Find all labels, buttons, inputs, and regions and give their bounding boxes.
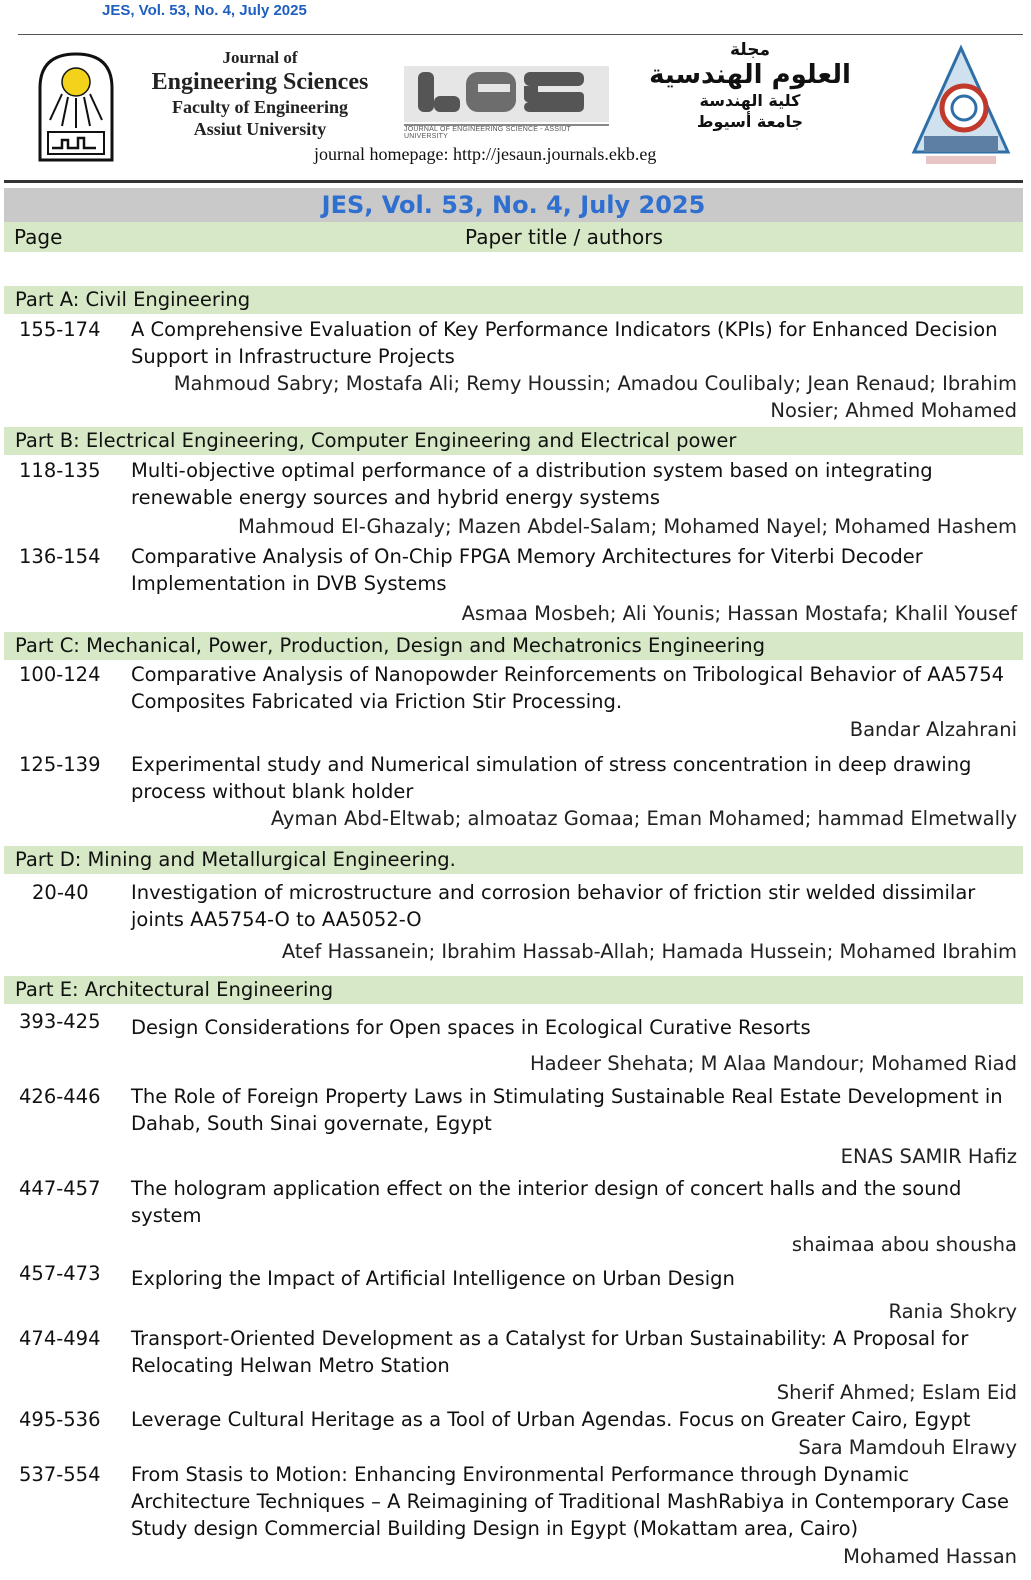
journal-of-label: Journal of xyxy=(222,48,298,67)
paper-authors: Mohamed Hassan xyxy=(843,1545,1017,1568)
paper-title[interactable]: Multi-objective optimal performance of a distribution system based on integrating renewable energy sources and hybrid energy systems xyxy=(131,459,933,509)
paper-authors: Mahmoud Sabry; Mostafa Ali; Remy Houssin; Amadou Coulibaly; Jean Renaud; Ibrahim Nosier; Ahmed Mohamed xyxy=(173,372,1017,422)
section-part-a: Part A: Civil Engineering xyxy=(4,286,1023,314)
paper-authors: Rania Shokry xyxy=(888,1300,1017,1323)
journal-homepage: journal homepage: http://jesaun.journals.ekb.eg xyxy=(314,144,657,164)
paper-title[interactable]: Leverage Cultural Heritage as a Tool of Urban Agendas. Focus on Greater Cairo, Egypt xyxy=(131,1408,971,1431)
paper-title[interactable]: A Comprehensive Evaluation of Key Performance Indicators (KPIs) for Enhanced Decision Support in Infrastructure Projects xyxy=(131,318,998,368)
paper-title[interactable]: The Role of Foreign Property Laws in Stimulating Sustainable Real Estate Development in Dahab, South Sinai governate, Egypt xyxy=(131,1085,1003,1135)
jes-logo-caption: JOURNAL OF ENGINEERING SCIENCE - ASSIUT UNIVERSITY xyxy=(404,126,571,140)
paper-authors: Ayman Abd-Eltwab; almoataz Gomaa; Eman Mohamed; hammad Elmetwally xyxy=(270,807,1017,830)
page-range: 100-124 xyxy=(19,663,101,686)
paper-authors: shaimaa abou shousha xyxy=(791,1233,1017,1256)
arabic-journal-name: العلوم الهندسية xyxy=(649,60,851,90)
toc-title: JES, Vol. 53, No. 4, July 2025 xyxy=(321,191,706,219)
faculty-of-engineering-logo-icon xyxy=(906,44,1016,170)
page-range: 393-425 xyxy=(19,1010,101,1033)
faculty-name: Faculty of Engineering xyxy=(172,97,348,117)
toc-title-bar xyxy=(4,188,1023,222)
paper-title[interactable]: Transport-Oriented Development as a Catalyst for Urban Sustainability: A Proposal for Relocating Helwan Metro Station xyxy=(131,1327,969,1377)
top-divider xyxy=(18,34,1023,35)
arabic-masthead xyxy=(630,40,870,132)
paper-authors: Bandar Alzahrani xyxy=(849,718,1017,741)
paper-authors: Mahmoud El-Ghazaly; Mazen Abdel-Salam; Mohamed Nayel; Mohamed Hashem xyxy=(237,515,1017,538)
page-range: 447-457 xyxy=(19,1177,101,1200)
page-range: 457-473 xyxy=(19,1262,101,1285)
page-range: 118-135 xyxy=(19,459,101,482)
journal-banner xyxy=(18,38,1023,178)
arabic-faculty-name: كلية الهندسة xyxy=(699,91,801,110)
banner-bottom-divider xyxy=(4,180,1023,183)
arabic-journal-label: مجلة xyxy=(729,40,771,60)
paper-title[interactable]: Comparative Analysis of On-Chip FPGA Memory Architectures for Viterbi Decoder Implementation in DVB Systems xyxy=(131,545,923,595)
toc-column-headers xyxy=(4,222,1023,252)
page-range: 125-139 xyxy=(19,753,101,776)
paper-title[interactable]: From Stasis to Motion: Enhancing Environmental Performance through Dynamic Architecture Techniques – A Reimagining of Traditional MashRabiya in Contemporary Case Study design Commercial Building Design in Egypt (Mokattam area, Cairo) xyxy=(131,1463,1009,1540)
section-part-e: Part E: Architectural Engineering xyxy=(4,976,1023,1004)
university-name: Assiut University xyxy=(193,119,327,139)
page-range: 20-40 xyxy=(32,881,89,904)
paper-title[interactable]: Exploring the Impact of Artificial Intelligence on Urban Design xyxy=(131,1267,735,1290)
section-part-b: Part B: Electrical Engineering, Computer Engineering and Electrical power xyxy=(4,427,1023,455)
paper-authors: Hadeer Shehata; M Alaa Mandour; Mohamed Riad xyxy=(530,1052,1017,1075)
running-head: JES, Vol. 53, No. 4, July 2025 xyxy=(102,2,307,19)
page-range: 136-154 xyxy=(19,545,101,568)
paper-authors: Sara Mamdouh Elrawy xyxy=(798,1436,1017,1459)
page-range: 474-494 xyxy=(19,1327,101,1350)
column-header-page: Page xyxy=(14,225,63,249)
column-header-title: Paper title / authors xyxy=(465,225,663,249)
paper-title[interactable]: Investigation of microstructure and corrosion behavior of friction stir welded dissimilar joints AA5754-O to AA5052-O xyxy=(131,881,976,931)
arabic-university-name: جامعة أسيوط xyxy=(696,112,804,131)
paper-authors: Asmaa Mosbeh; Ali Younis; Hassan Mostafa; Khalil Yousef xyxy=(461,602,1017,625)
english-masthead xyxy=(130,48,390,140)
section-part-c: Part C: Mechanical, Power, Production, Design and Mechatronics Engineering xyxy=(4,632,1023,660)
paper-title[interactable]: The hologram application effect on the interior design of concert halls and the sound system xyxy=(131,1177,962,1227)
section-part-d: Part D: Mining and Metallurgical Engineering. xyxy=(4,846,1023,874)
paper-authors: ENAS SAMIR Hafiz xyxy=(840,1145,1017,1168)
page-range: 537-554 xyxy=(19,1463,101,1486)
paper-title[interactable]: Design Considerations for Open spaces in Ecological Curative Resorts xyxy=(131,1016,811,1039)
page-range: 426-446 xyxy=(19,1085,101,1108)
page-range: 495-536 xyxy=(19,1408,101,1431)
paper-authors: Sherif Ahmed; Eslam Eid xyxy=(776,1381,1017,1404)
paper-title[interactable]: Experimental study and Numerical simulation of stress concentration in deep drawing process without blank holder xyxy=(131,753,972,803)
journal-name: Engineering Sciences xyxy=(151,69,369,95)
page-range: 155-174 xyxy=(19,318,101,341)
paper-title[interactable]: Comparative Analysis of Nanopowder Reinforcements on Tribological Behavior of AA5754 Composites Fabricated via Friction Stir Processing. xyxy=(131,663,1005,713)
assiut-university-logo-icon xyxy=(32,48,120,166)
paper-authors: Atef Hassanein; Ibrahim Hassab-Allah; Hamada Hussein; Mohamed Ibrahim xyxy=(281,940,1017,963)
